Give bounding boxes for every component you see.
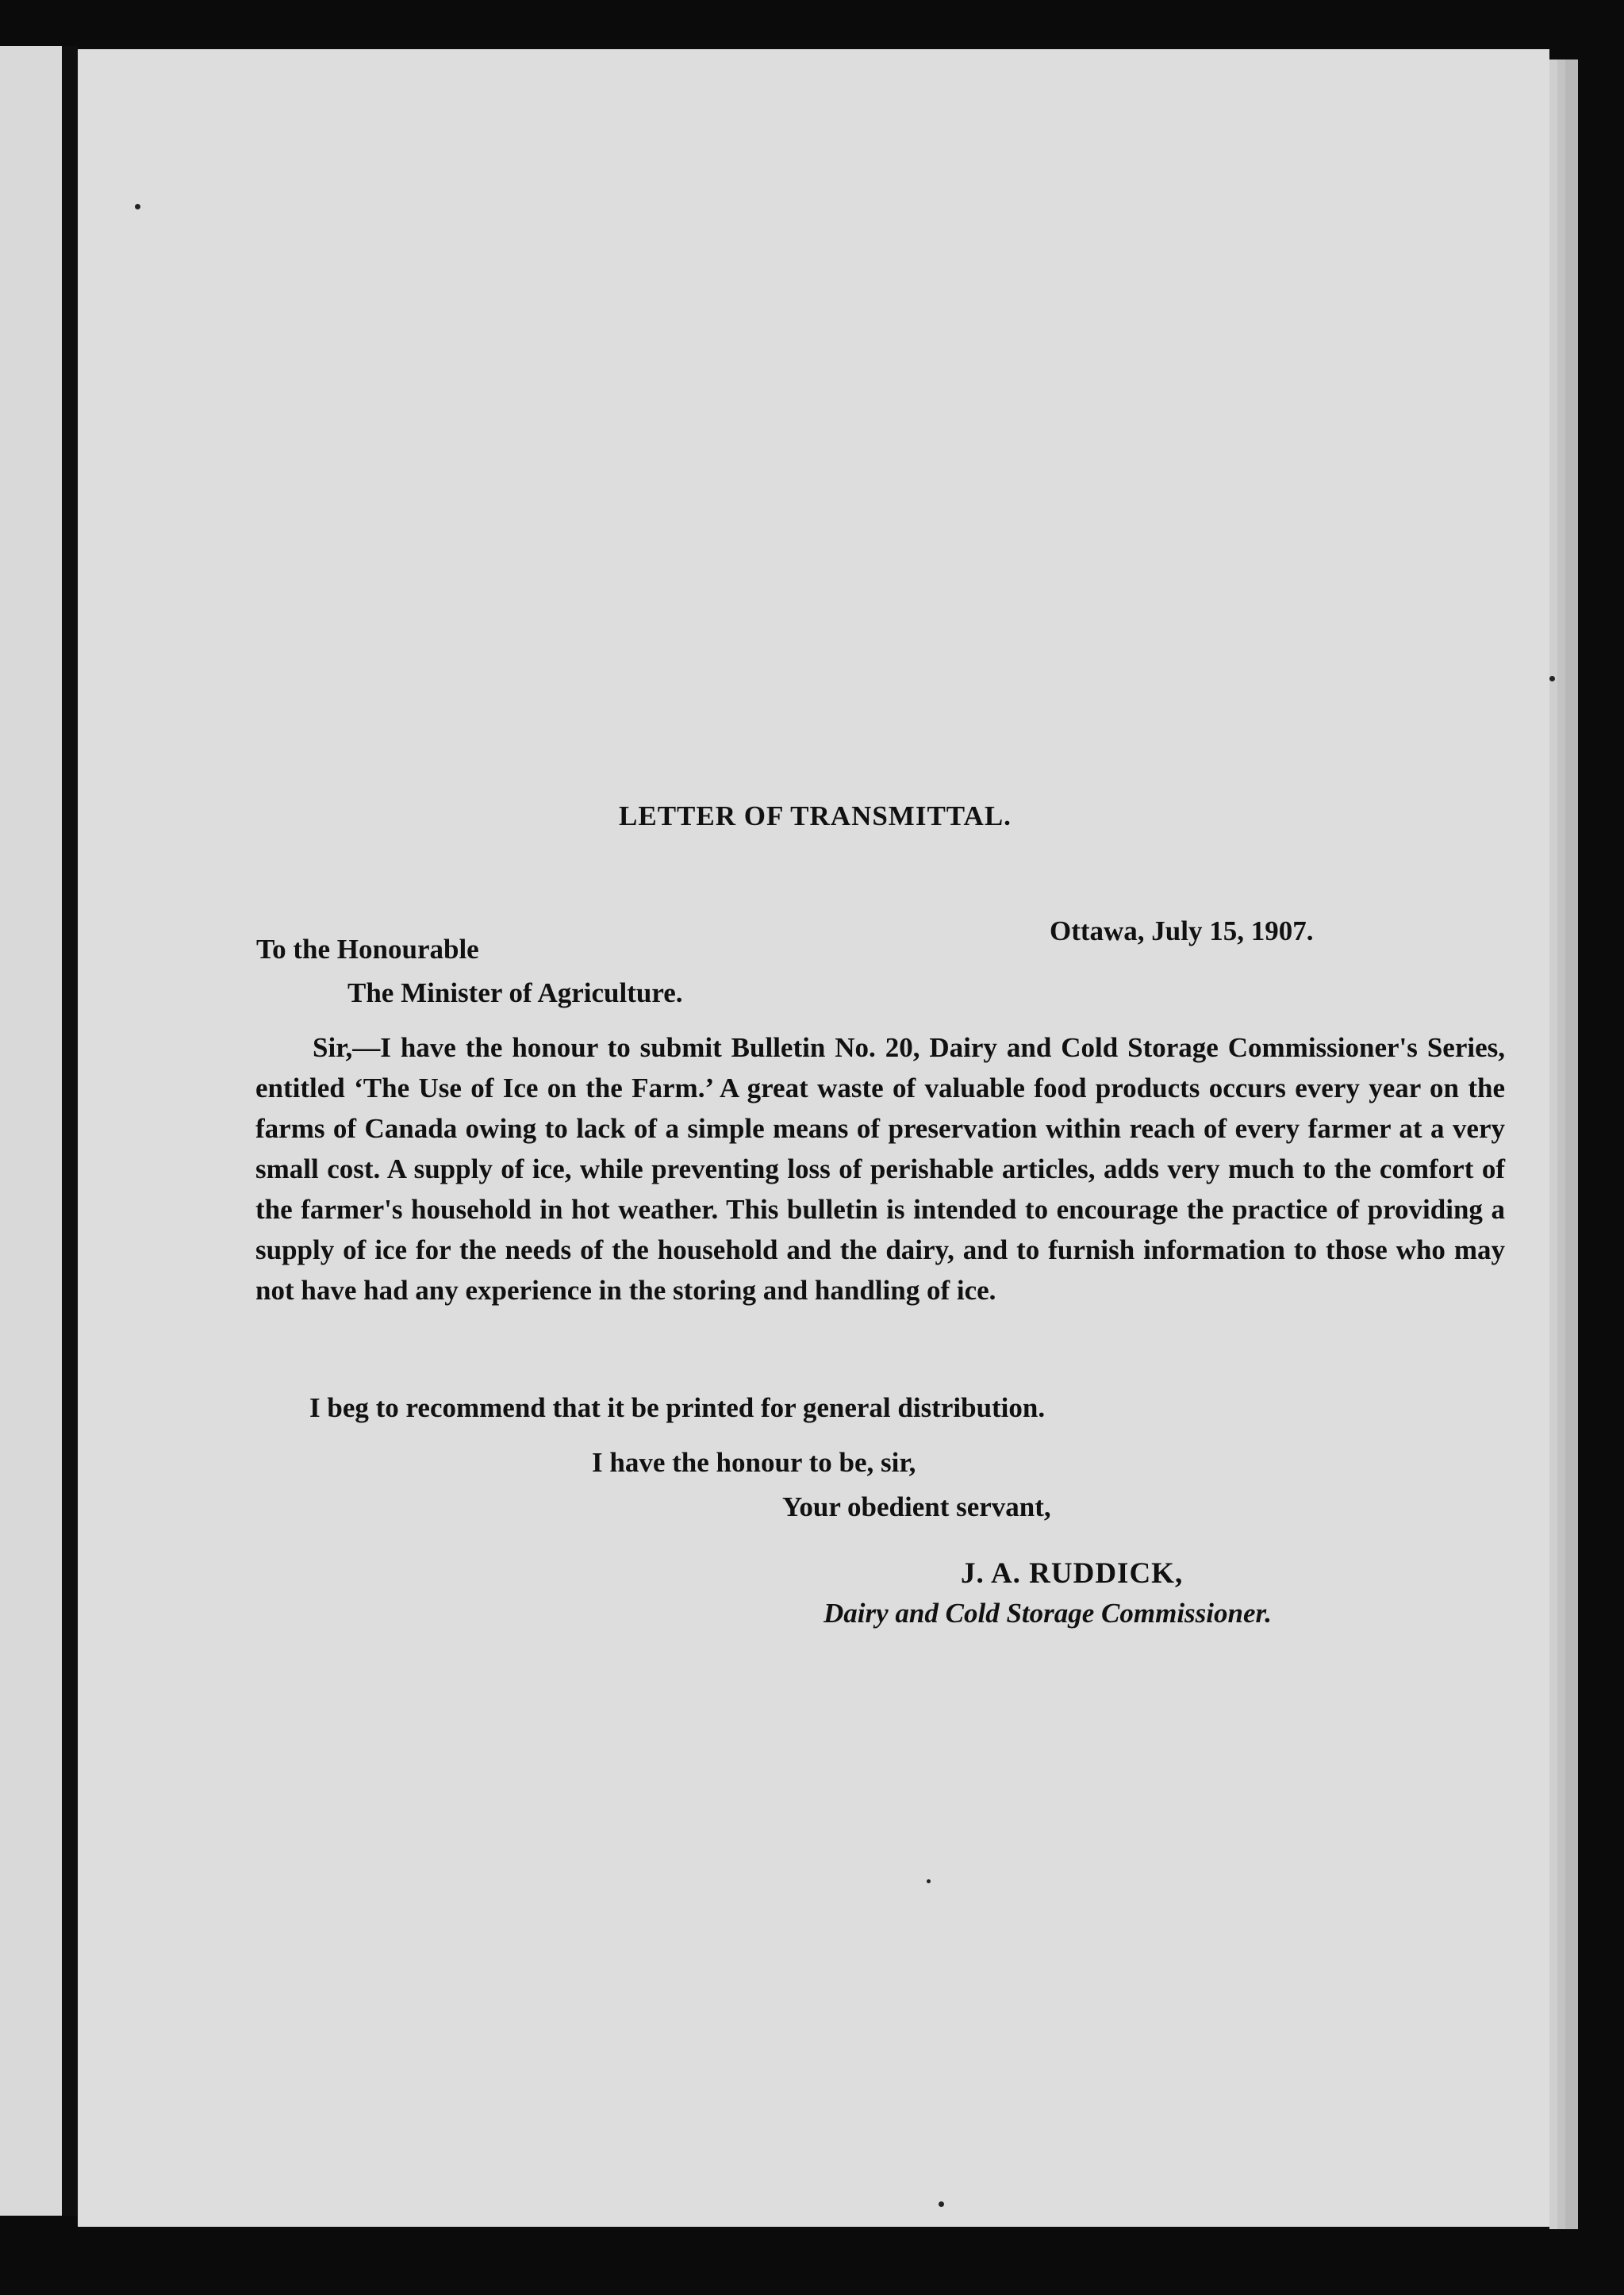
- page-stack-edge: [1549, 59, 1557, 2229]
- letter-of-transmittal: [78, 49, 1549, 2227]
- document-page: [78, 49, 1549, 2227]
- signature-name: J. A. RUDDICK,: [961, 1557, 1184, 1590]
- addressee-line-1: To the Honourable: [256, 934, 479, 965]
- letter-body: Sir,—I have the honour to submit Bulletin No. 20, Dairy and Cold Storage Commissioner's Series, entitled ‘The Use of Ice on the Farm.’ A great waste of valuable food products occurs every year on the farms of Canada owing to lack of a simple means of preservation within reach of every farmer at a very small cost. A supply of ice, while preventing loss of perishable articles, adds very much to the comfort of the farmer's household in hot weather. This bulletin is intended to encourage the practice of providing a supply of ice for the needs of the household and the dairy, and to furnish information to those who may not have had any experience in the storing and handling of ice.: [255, 1032, 1505, 1306]
- dateline: Ottawa, July 15, 1907.: [1050, 915, 1314, 946]
- facing-page-edge: [0, 46, 62, 2216]
- page-stack-edge: [1565, 59, 1578, 2229]
- letter-title: LETTER OF TRANSMITTAL.: [619, 800, 1012, 831]
- closing-line-2: Your obedient servant,: [782, 1491, 1051, 1522]
- closing-line-1: I have the honour to be, sir,: [592, 1447, 916, 1478]
- scan-speck: [1549, 676, 1555, 681]
- signature-title: Dairy and Cold Storage Commissioner.: [824, 1598, 1272, 1629]
- book-spine: [62, 46, 78, 2216]
- recommendation-paragraph: I beg to recommend that it be printed for general distribution.: [309, 1392, 1046, 1423]
- page-stack-edge: [1557, 59, 1565, 2229]
- addressee-line-2: The Minister of Agriculture.: [347, 977, 683, 1008]
